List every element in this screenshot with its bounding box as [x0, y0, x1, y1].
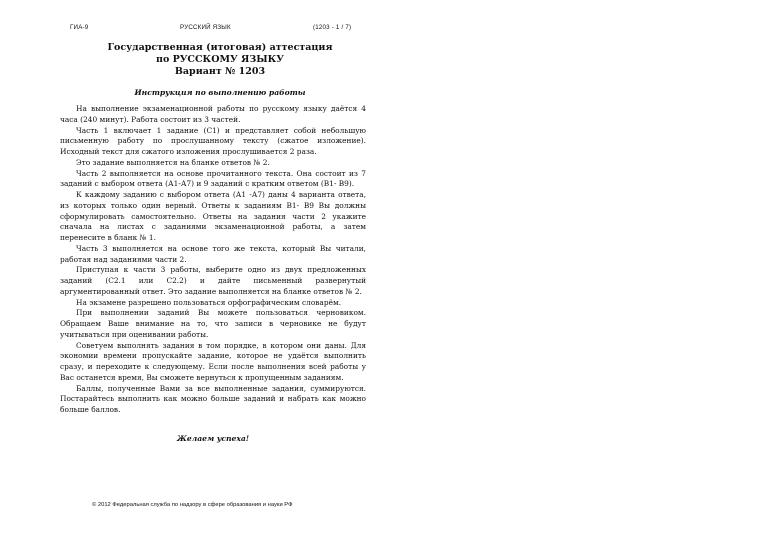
- title-line-2: по РУССКОМУ ЯЗЫКУ: [155, 54, 285, 65]
- instruction-paragraph: Это задание выполняется на бланке ответов № 2.: [76, 157, 270, 167]
- instruction-paragraph: Баллы, полученные Вами за все выполненные задания, суммируются. Постарайтесь выполнить как можно больше заданий и набрать как можно больше баллов.: [60, 383, 366, 414]
- instruction-paragraph: На выполнение экзаменационной работы по русскому языку даётся 4 часа (240 минут). Работа состоит из 3 частей.: [60, 104, 366, 124]
- instruction-paragraph: Часть 3 выполняется на основе того же текста, который Вы читали, работая над заданиями части 2.: [60, 243, 366, 264]
- instruction-paragraph: К каждому заданию с выбором ответа (А1 -А7) даны 4 варианта ответа, из которых только один верный. Ответы к заданиям В1- В9 Вы должны сформулировать самостоятельно. Ответы на задания части 2 укажите сначала на листах с заданиями экзаменационной работы, а затем перенесите в бланк № 1.: [60, 190, 366, 242]
- good-luck-wish: Желаем успеха!: [176, 434, 250, 443]
- instruction-paragraph: Часть 1 включает 1 задание (С1) и представляет собой небольшую письменную работу по прослушанному тексту (сжатое изложение). Исходный текст для сжатого изложения прослушивается 2 раза.: [60, 125, 366, 156]
- instruction-paragraph: Приступая к части 3 работы, выберите одно из двух предложенных заданий (С2.1 или С2.2) и дайте письменный развернутый аргументированный ответ. Это задание выполняется на бланке ответов № 2.: [60, 265, 366, 296]
- copyright-footer: © 2012 Федеральная служба по надзору в сфере образования и науки РФ: [92, 502, 293, 508]
- header-exam: ГИА-9: [70, 24, 89, 31]
- instruction-paragraph: На экзамене разрешено пользоваться орфографическим словарём.: [76, 297, 342, 307]
- instruction-paragraph: Советуем выполнять задания в том порядке, в котором они даны. Для экономии времени пропускайте задание, которое не удаётся выполнить сразу, и переходите к следующему. Если после выполнения всей работы у Вас останется время, Вы сможете вернуться к пропущенным заданиям.: [60, 340, 366, 382]
- right-page: [388, 0, 768, 544]
- title-line-1: Государственная (итоговая) аттестация: [107, 42, 333, 53]
- exam-title: [100, 42, 340, 78]
- instructions-heading: Инструкция по выполнению работы: [134, 88, 306, 97]
- instruction-paragraph: При выполнении заданий Вы можете пользоваться черновиком. Обращаем Ваше внимание на то, что записи в черновике не будут учитываться при оценивании работы.: [60, 308, 366, 339]
- title-line-3: Вариант № 1203: [174, 66, 266, 77]
- header-subject: РУССКИЙ ЯЗЫК: [180, 24, 231, 31]
- instruction-paragraph: Часть 2 выполняется на основе прочитанного текста. Она состоит из 7 заданий с выбором ответа (А1-А7) и 9 заданий с кратким ответом (В1- В9).: [60, 168, 366, 189]
- instructions-body: [60, 104, 366, 416]
- header-code: (1203 - 1 / 7): [313, 24, 352, 31]
